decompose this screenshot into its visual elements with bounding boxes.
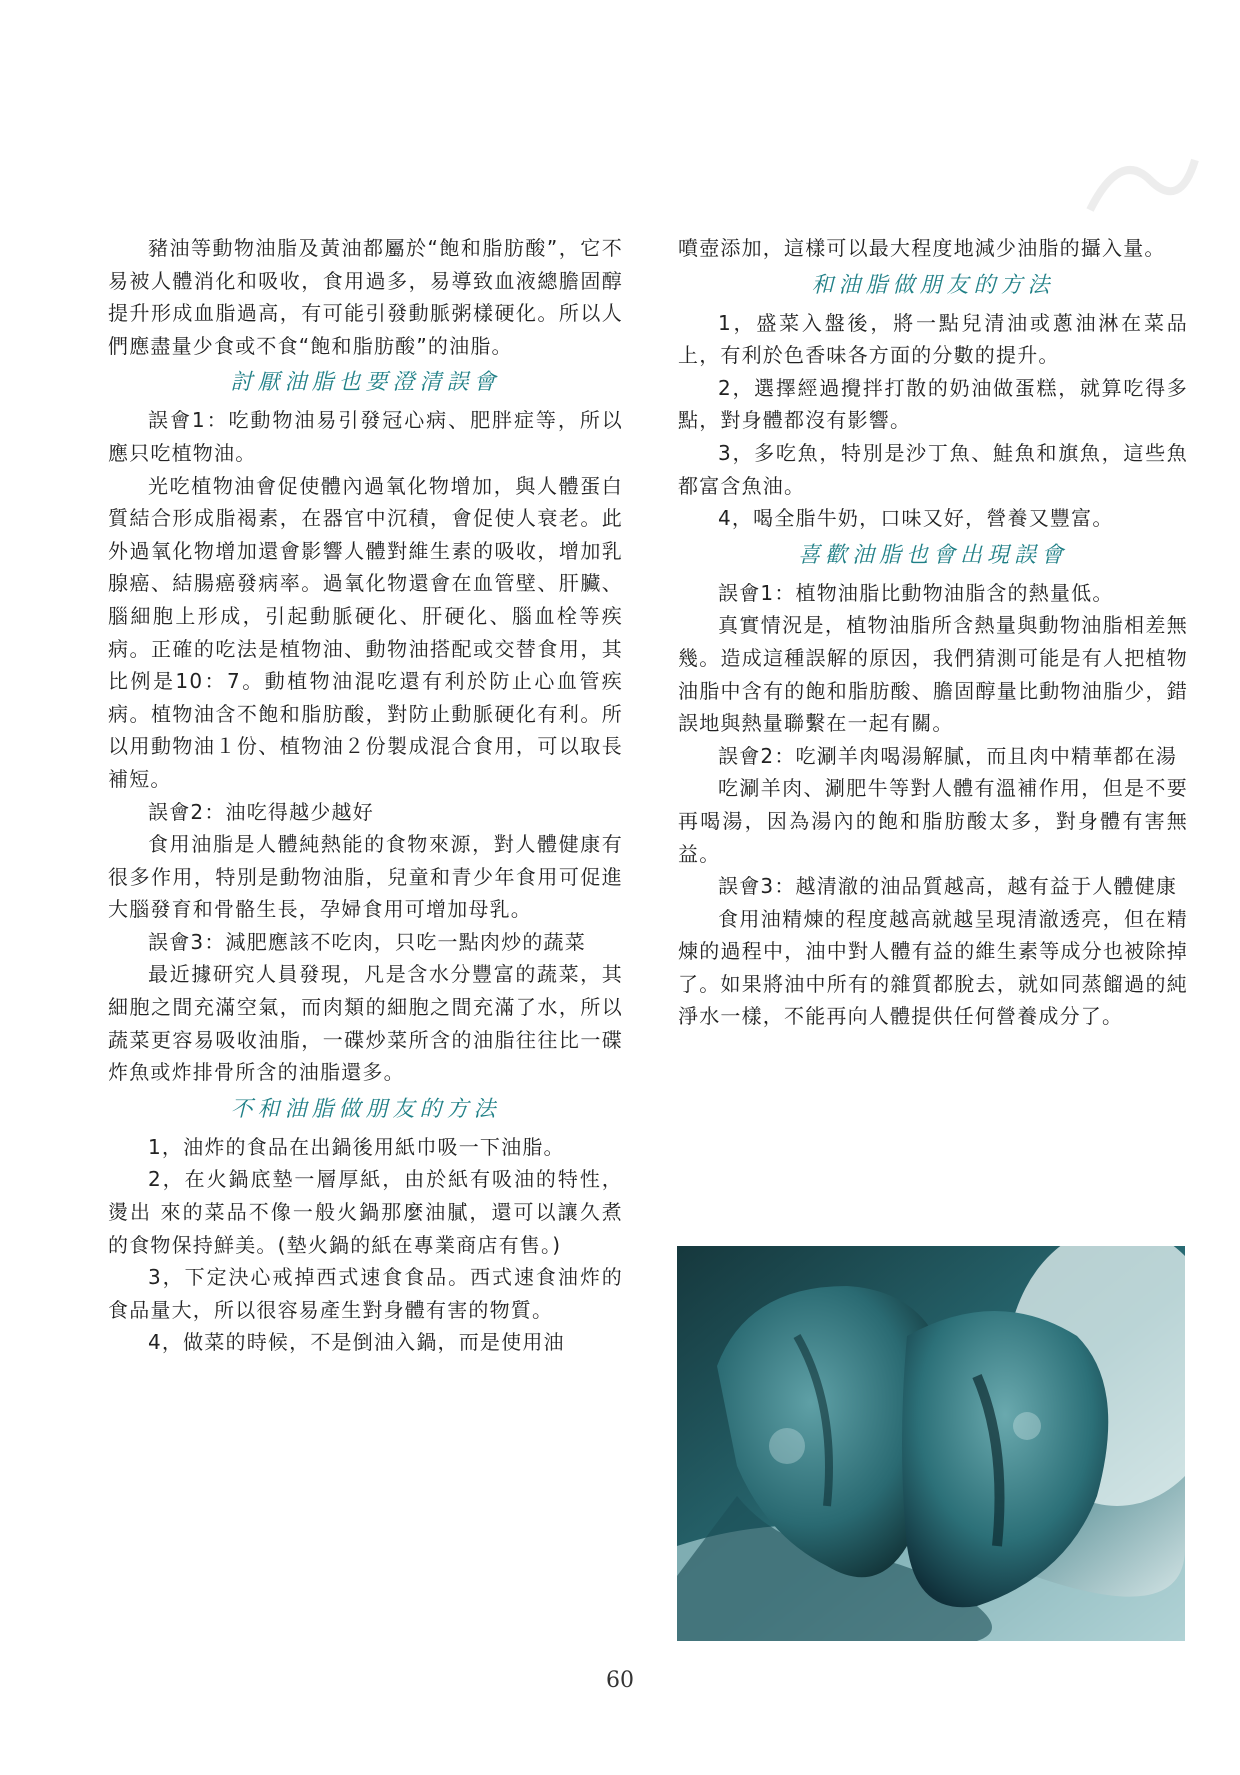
list-item: 2，在火鍋底墊一層厚紙，由於紙有吸油的特性，燙出 來的菜品不像一般火鍋那麼油膩，還可以讓久煮的食物保持鮮美。(墊火鍋的紙在專業商店有售。) bbox=[108, 1167, 623, 1257]
left-intro-block bbox=[108, 232, 623, 362]
list-item: 2，選擇經過攪拌打散的奶油做蛋糕，就算吃得多點，對身體都沒有影響。 bbox=[678, 375, 1188, 433]
list-item: 4，喝全脂牛奶，口味又好，營養又豐富。 bbox=[718, 506, 1114, 531]
faint-decoration-icon bbox=[1080, 140, 1200, 220]
list-item: 3，多吃魚，特別是沙丁魚、鮭魚和旗魚，這些魚都富含魚油。 bbox=[678, 440, 1188, 498]
section-heading-befriend-fat: 和油脂做朋友的方法 bbox=[811, 272, 1055, 298]
section-heading-avoid-fat: 不和油脂做朋友的方法 bbox=[230, 1096, 501, 1122]
list-item: 3，下定決心戒掉西式速食食品。西式速食油炸的食品量大，所以很容易產生對身體有害的物質。 bbox=[108, 1265, 623, 1322]
paragraph: 豬油等動物油脂及黃油都屬於“飽和脂肪酸”，它不易被人體消化和吸收，食用過多，易導致血液總膽固醇提升形成血脂過高，有可能引發動脈粥樣硬化。所以人們應盡量少食或不食“飽和脂肪酸”的油脂。 bbox=[108, 236, 623, 358]
paragraph: 誤會2：吃涮羊肉喝湯解膩，而且肉中精華都在湯 bbox=[718, 743, 1178, 768]
fried-food-photo bbox=[677, 1246, 1185, 1641]
right-section-1 bbox=[678, 307, 1188, 535]
paragraph: 誤會2：油吃得越少越好 bbox=[148, 799, 374, 824]
section-heading-clear-misunderstandings: 討厭油脂也要澄清誤會 bbox=[230, 370, 501, 396]
paragraph: 誤會1：植物油脂比動物油脂含的熱量低。 bbox=[718, 580, 1114, 605]
right-continuation-block bbox=[678, 232, 1188, 265]
section-heading-like-fat-misunderstandings: 喜歡油脂也會出現誤會 bbox=[797, 542, 1068, 568]
paragraph: 噴壺添加，這樣可以最大程度地減少油脂的攝入量。 bbox=[678, 236, 1166, 260]
list-item: 1，油炸的食品在出鍋後用紙巾吸一下油脂。 bbox=[148, 1134, 565, 1159]
right-section-2 bbox=[678, 577, 1188, 1033]
page-number: 60 bbox=[606, 1668, 634, 1693]
paragraph: 真實情況是，植物油脂所含熱量與動物油脂相差無幾。造成這種誤解的原因，我們猜測可能是有人把植物油脂中含有的飽和脂肪酸、膽固醇量比動物油脂少，錯誤地與熱量聯繫在一起有關。 bbox=[678, 613, 1188, 736]
paragraph: 誤會3：越清澈的油品質越高，越有益于人體健康 bbox=[718, 874, 1178, 899]
paragraph: 最近據研究人員發現，凡是含水分豐富的蔬菜，其細胞之間充滿空氣，而肉類的細胞之間充滿了水，所以蔬菜更容易吸收油脂，一碟炒菜所含的油脂往往比一碟炸魚或炸排骨所含的油脂還多。 bbox=[108, 962, 623, 1085]
paragraph: 吃涮羊肉、涮肥牛等對人體有溫補作用，但是不要再喝湯，因為湯內的飽和脂肪酸太多，對身體有害無益。 bbox=[678, 776, 1188, 866]
paragraph: 誤會3：減肥應該不吃肉，只吃一點肉炒的蔬菜 bbox=[148, 929, 586, 954]
faint-background-title bbox=[380, 150, 800, 220]
list-item: 4，做菜的時候，不是倒油入鍋，而是使用油 bbox=[148, 1330, 565, 1355]
left-section-2 bbox=[108, 1131, 623, 1359]
paragraph: 食用油脂是人體純熱能的食物來源，對人體健康有很多作用，特別是動物油脂，兒童和青少年食用可促進大腦發育和骨骼生長，孕婦食用可增加母乳。 bbox=[108, 832, 623, 922]
left-section-1 bbox=[108, 404, 623, 1088]
paragraph: 誤會1：吃動物油易引發冠心病、肥胖症等，所以應只吃植物油。 bbox=[108, 408, 623, 465]
paragraph: 食用油精煉的程度越高就越呈現清澈透亮，但在精煉的過程中，油中對人體有益的維生素等成分也被除掉了。如果將油中所有的雜質都脫去，就如同蒸餾過的純淨水一樣，不能再向人體提供任何營養成分了。 bbox=[678, 906, 1188, 1029]
paragraph: 光吃植物油會促使體內過氧化物增加，與人體蛋白質結合形成脂褐素，在器官中沉積，會促使人衰老。此外過氧化物增加還會影響人體對維生素的吸收，增加乳腺癌、結腸癌發病率。過氧化物還會在血管壁、肝臟、腦細胞上形成，引起動脈硬化、肝硬化、腦血栓等疾病。正確的吃法是植物油、動物油搭配或交替食用，其比例是10：7。動植物油混吃還有利於防止心血管疾病。植物油含不飽和脂肪酸，對防止動脈硬化有利。所以用動物油１份、植物油２份製成混合食用，可以取長補短。 bbox=[108, 473, 623, 791]
right-column bbox=[678, 232, 1188, 1033]
left-column bbox=[108, 232, 623, 1359]
list-item: 1，盛菜入盤後，將一點兒清油或蔥油淋在菜品上，有利於色香味各方面的分數的提升。 bbox=[678, 310, 1188, 368]
